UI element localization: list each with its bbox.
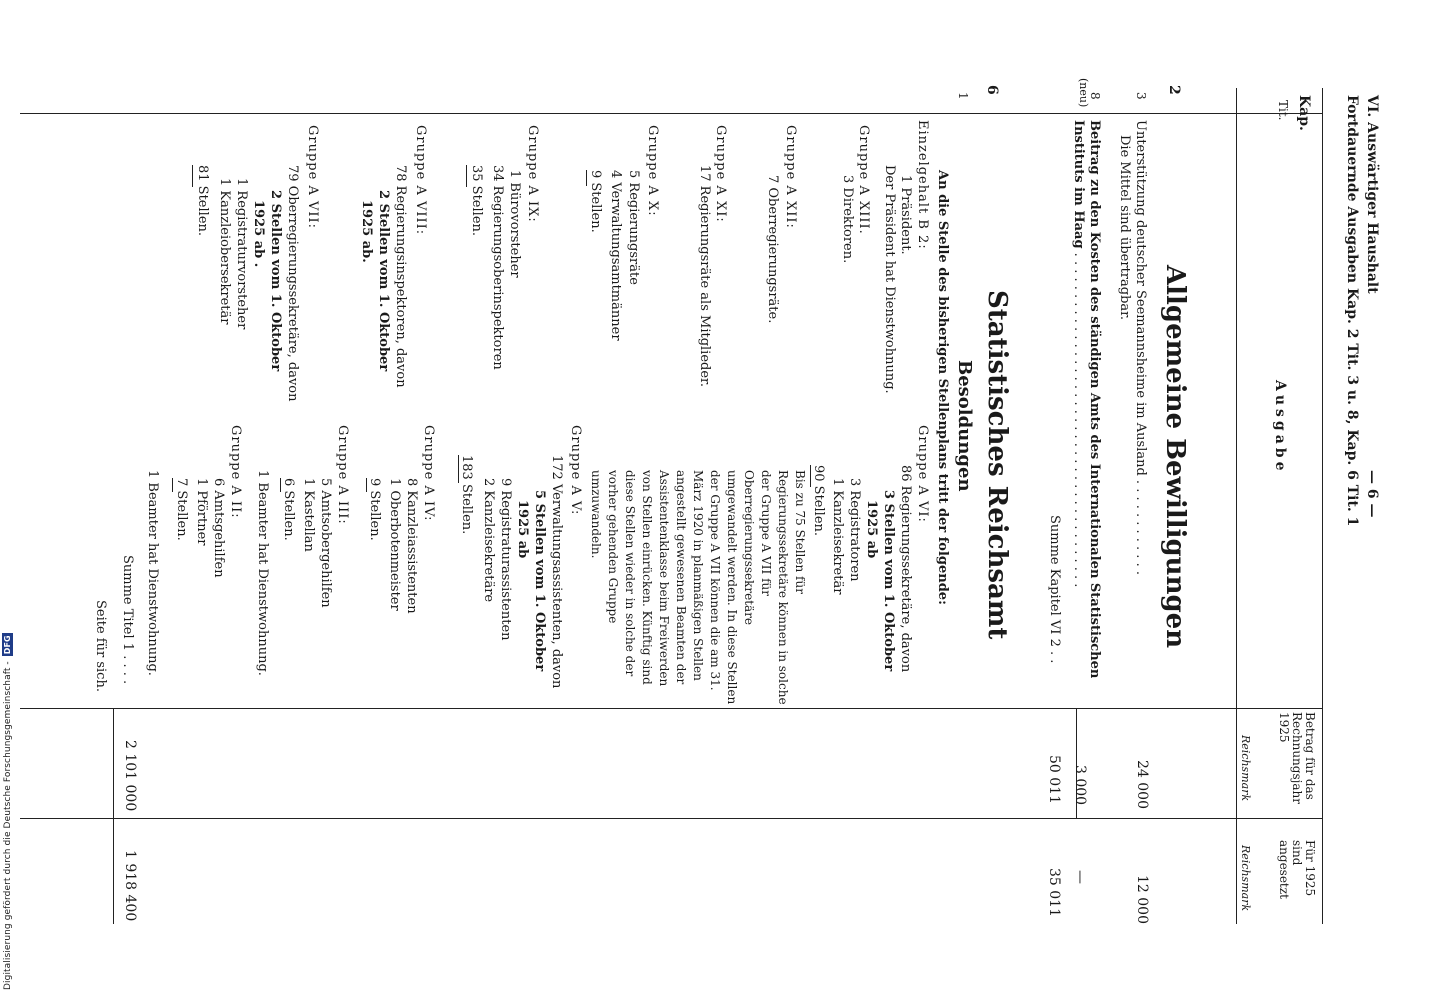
a5-item-3: [515, 500, 530, 558]
a10-item-1-text: 5 Regierungsräte: [626, 170, 641, 285]
a7-sum-rule: [192, 165, 193, 187]
kap-2-tit-3-row: Unterstützung deutscher Seemannsheime im Ausland . . . . . . . . . . . .: [1133, 120, 1148, 575]
angesetzt-heading-text: Für 1925 sind angesetzt: [1277, 840, 1317, 899]
kap-2-summe-angesetzt-text: 35 011: [1046, 868, 1062, 917]
kap-2-number: [1166, 85, 1182, 95]
a12-item-1: [765, 175, 780, 323]
a7-item-1: [285, 165, 300, 402]
summe-titel-1-betrag-text: 2 101 000: [122, 740, 138, 812]
kap-6-subsection-text: Besoldungen: [954, 360, 975, 492]
gruppe-a2-text: Gruppe A II:: [228, 425, 243, 519]
a2-note-text: 1 Beamter hat Dienstwohnung.: [145, 470, 160, 676]
running-title-text: VI. Auswärtiger Haushalt: [1364, 95, 1380, 294]
a6-item-5: [830, 478, 845, 594]
kap-2-tit-3-betrag-text: 24 000: [1134, 760, 1150, 809]
kap-2-tit-8-betrag: [1072, 765, 1088, 805]
a7-sum-text: 81 Stellen.: [195, 165, 210, 237]
b2-item-1-text: 1 Präsident.: [898, 175, 913, 255]
a4-item-1-text: 8 Kanzleiassistenten: [404, 478, 419, 614]
summe-titel-1-row: Summe Titel 1 . . . .: [120, 555, 135, 685]
kap-2-section-title-text: Allgemeine Bewilligungen: [1160, 265, 1190, 649]
a9-sum-rule: [466, 165, 467, 187]
gruppe-a9-text: Gruppe A IX:: [525, 125, 540, 223]
kap-2-tit-8-line-1: [1087, 120, 1102, 678]
a5-item-2-text: 5 Stellen vom 1. Oktober: [532, 490, 547, 672]
a6-sum-text: 90 Stellen.: [811, 465, 826, 537]
a6-item-5-text: 1 Kanzleisekretär: [830, 478, 845, 595]
kap-2-tit-8-number: [1088, 92, 1102, 100]
summe-titel-1-angesetzt-text: 1 918 400: [122, 850, 138, 922]
a8-item-2-text: 2 Stellen vom 1. Oktober: [376, 190, 391, 372]
a13-item-1: [840, 175, 855, 263]
a3-item-1-text: 5 Amtsobergehilfen: [318, 478, 333, 608]
gruppe-a11-text: Gruppe A XI:: [713, 125, 728, 223]
page-subtitle: [1344, 95, 1360, 526]
a6-item-1-text: 86 Regierungssekretäre, davon: [898, 465, 913, 673]
a2-item-1-text: 6 Amtsgehilfen: [211, 478, 226, 578]
gruppe-a11: [713, 125, 728, 223]
a8-item-3: [359, 200, 374, 263]
a11-item-1: [697, 165, 712, 387]
a8-item-3-text: 1925 ab.: [359, 200, 374, 263]
page-number-text: — 6 —: [1364, 470, 1380, 518]
a9-sum: [469, 165, 484, 236]
a2-item-2-text: 1 Pförtner: [194, 478, 209, 546]
a3-item-2-text: 1 Kastellan: [301, 478, 316, 552]
a8-item-2: [376, 190, 391, 371]
betrag-unit: [1239, 735, 1252, 801]
summe-titel-1-label: Summe Titel 1: [120, 555, 135, 652]
kap-6-number-text: 6: [984, 85, 1000, 95]
page-number: [1364, 470, 1380, 518]
gruppe-a10: [645, 125, 660, 217]
kap-2-tit-8-angesetzt: [1072, 870, 1088, 884]
a3-item-2: [301, 478, 316, 552]
a2-sum-text: 7 Stellen.: [174, 478, 189, 541]
gruppe-a4-text: Gruppe A IV:: [421, 425, 436, 522]
a5-item-5: [481, 478, 496, 602]
a5-item-5-text: 2 Kanzleisekretäre: [481, 478, 496, 603]
b2-note-text: Der Präsident hat Dienstwohnung.: [882, 165, 897, 394]
a12-item-1-text: 7 Oberregierungsräte.: [765, 175, 780, 324]
gruppe-a12-text: Gruppe A XII:: [783, 125, 798, 229]
gruppe-a3-text: Gruppe A III:: [335, 425, 350, 525]
a9-item-1: [507, 170, 522, 278]
kap-2-number-text: 2: [1166, 85, 1182, 95]
einzelgehalt-b2-text: Einzelgehalt B 2:: [915, 120, 930, 250]
angesetzt-unit: [1239, 845, 1252, 911]
a3-sum-text: 6 Stellen.: [281, 478, 296, 541]
a2-item-2: [194, 478, 209, 546]
kap-2-tit-3-number-text: 3: [1134, 92, 1148, 100]
a4-sum: [367, 478, 382, 541]
kap-2-tit-8-line-2: Instituts im Haag . . . . . . . . . . . . . . . . . . . . . . . . . . . . . . . . . . . . . . . . .: [1071, 120, 1086, 588]
digitization-credit: [2, 590, 13, 990]
summe-titel-1-angesetzt: [122, 850, 138, 921]
kap-2-tit-3-note: [1117, 135, 1132, 320]
a4-item-2: [387, 478, 402, 611]
gruppe-a13-text: Gruppe A XIII.: [856, 125, 871, 235]
a5-sum-text: 183 Stellen.: [459, 455, 474, 535]
gruppe-a7-text: Gruppe A VII:: [305, 125, 320, 229]
gruppe-a5: [568, 425, 583, 515]
a5-item-3-text: 1925 ab: [515, 500, 530, 559]
angesetzt-rule: [20, 818, 1322, 819]
digitization-credit-text: Digitalisierung gefördert durch die Deutsche Forschungsgemeinschaft -: [3, 661, 13, 990]
kap-2-summe-betrag-text: 50 011: [1046, 755, 1062, 804]
kap-2-tit-8-neu: [1077, 78, 1090, 107]
seite-fuer-sich-text: Seite für sich.: [93, 600, 108, 692]
kap-2-summe-row: Summe Kapitel VI 2 . .: [1047, 515, 1062, 664]
gruppe-a8: [413, 125, 428, 235]
a6-note-text: Bis zu 75 Stellen für Regierungssekretäre können in solche der Gruppe A VII für Oberregierungssekretäre umgewandelt werden. In diese Stellen der Gruppe A VII können die am 31. März 1920 in planmäßigen Stellen angestellt gewesenen Beamten der Assistentenklasse beim Freiwerden von Stellen einrücken. Künftig sind diese Stellen wieder in solche der vorher gehenden Gruppe umzuwandeln.: [589, 470, 807, 705]
tit-heading: [1276, 100, 1290, 120]
kap-2-summe-betrag: [1046, 755, 1062, 804]
a7-item-3: [251, 200, 266, 267]
a9-item-2-text: 34 Regierungsoberinspektoren: [490, 165, 505, 370]
a6-note: [587, 470, 808, 705]
kap-2-summe-label: Summe Kapitel VI 2: [1047, 515, 1062, 647]
angesetzt-unit-text: Reichsmark: [1239, 845, 1252, 912]
gruppe-a4: [421, 425, 436, 522]
a7-item-3-text: 1925 ab .: [251, 200, 266, 268]
a6-item-4-text: 3 Registratoren: [847, 478, 862, 582]
gruppe-a6-text: Gruppe A VI:: [915, 425, 930, 523]
tit-heading-text: Tit.: [1276, 100, 1290, 121]
top-rule: [1322, 88, 1323, 924]
a7-item-1-text: 79 Oberregierungssekretäre, davon: [285, 165, 300, 402]
kap-2-tit-3-betrag: [1134, 760, 1150, 809]
a11-item-1-text: 17 Regierungsräte als Mitglieder.: [697, 165, 712, 387]
gruppe-a10-text: Gruppe A X:: [645, 125, 660, 217]
kap-6-number: [984, 85, 1000, 95]
kap-rule: [20, 113, 1322, 114]
kap-6-section-title-text: Statistisches Reichsamt: [982, 290, 1012, 640]
a6-sum: [811, 465, 826, 536]
running-title: [1364, 95, 1380, 294]
b2-item-1: [898, 175, 913, 255]
gruppe-a2: [228, 425, 243, 519]
kap-heading-text: Kap.: [1296, 95, 1312, 131]
betrag-unit-text: Reichsmark: [1239, 735, 1252, 802]
kap-6-subsection: [954, 360, 975, 492]
a4-sum-text: 9 Stellen.: [367, 478, 382, 541]
a2-note: [145, 470, 160, 676]
einzelgehalt-b2: [915, 120, 930, 250]
kap-2-tit-8-betrag-text: 3 000: [1072, 765, 1088, 806]
kap-6-section-title: [982, 290, 1012, 639]
a6-item-3-text: 1925 ab: [864, 500, 879, 559]
a10-item-2: [608, 170, 623, 341]
a7-sum: [195, 165, 210, 236]
kap-2-tit-8-neu-text: (neu): [1077, 78, 1090, 108]
page-subtitle-text: Fortdauernde Ausgaben Kap. 2 Tit. 3 u. 8, Kap. 6 Tit. 1: [1344, 95, 1360, 527]
kap-2-tit-8-number-text: 8: [1088, 92, 1102, 100]
a7-item-2: [268, 190, 283, 371]
header-rule: [1236, 88, 1237, 924]
a7-item-4-text: 1 Registraturvorsteher: [234, 178, 249, 330]
a6-item-2: [881, 490, 896, 671]
a10-sum: [588, 170, 603, 233]
a6-item-2-text: 3 Stellen vom 1. Oktober: [881, 490, 896, 672]
sum-rule-total: [113, 708, 114, 924]
a2-sum-rule: [172, 478, 173, 492]
a13-item-1-text: 3 Direktoren.: [840, 175, 855, 264]
a10-item-1: [626, 170, 641, 285]
ausgabe-heading-text: Ausgabe: [1272, 380, 1288, 475]
a3-note-text: 1 Beamter hat Dienstwohnung.: [255, 470, 270, 676]
gruppe-a9: [525, 125, 540, 223]
kap-2-tit-8-text-2: Instituts im Haag: [1071, 120, 1086, 249]
dfg-logo: DFG: [3, 635, 12, 655]
a9-item-1-text: 1 Bürovorsteher: [507, 170, 522, 278]
a6-item-1: [898, 465, 913, 672]
betrag-heading-text: Betrag für das Rechnungsjahr 1925: [1277, 712, 1317, 804]
a10-item-2-text: 4 Verwaltungsamtmänner: [608, 170, 623, 341]
angesetzt-heading: [1277, 840, 1316, 920]
b2-note: [882, 165, 897, 394]
kap-6-tit-1-number: [956, 92, 970, 100]
a10-sum-text: 9 Stellen.: [588, 170, 603, 233]
a8-item-1-text: 78 Regierungsinspektoren, davon: [393, 165, 408, 388]
a5-item-1: [549, 455, 564, 688]
a7-item-4: [234, 178, 249, 329]
a4-item-2-text: 1 Oberbotenmeister: [387, 478, 402, 611]
kap-2-tit-3-angesetzt-text: 12 000: [1134, 875, 1150, 924]
a5-item-4: [498, 478, 513, 641]
a6-item-3: [864, 500, 879, 558]
summe-titel-1-betrag: [122, 740, 138, 811]
a5-item-1-text: 172 Verwaltungsassistenten, davon: [549, 455, 564, 689]
a9-sum-text: 35 Stellen.: [469, 165, 484, 237]
gruppe-a3: [335, 425, 350, 525]
a2-sum: [174, 478, 189, 541]
kap-2-tit-3-text: Unterstützung deutscher Seemannsheime im Ausland: [1133, 120, 1148, 476]
kap-6-intro: [935, 170, 950, 605]
a3-note: [255, 470, 270, 676]
a4-item-1: [404, 478, 419, 614]
a7-item-2-text: 2 Stellen vom 1. Oktober: [268, 190, 283, 372]
ausgabe-heading: [1272, 380, 1288, 474]
a5-item-2: [532, 490, 547, 671]
kap-2-section-title: [1160, 265, 1190, 648]
kap-2-tit-3-note-text: Die Mittel sind übertragbar.: [1117, 135, 1132, 321]
a5-item-4-text: 9 Registraturassistenten: [498, 478, 513, 641]
gruppe-a8-text: Gruppe A VIII:: [413, 125, 428, 236]
betrag-heading: [1277, 712, 1316, 812]
gruppe-a7: [305, 125, 320, 229]
a9-item-2: [490, 165, 505, 370]
a6-item-4: [847, 478, 862, 582]
gruppe-a12: [783, 125, 798, 229]
gruppe-a13: [856, 125, 871, 235]
kap-2-summe-angesetzt: [1046, 868, 1062, 917]
a2-item-1: [211, 478, 226, 578]
gruppe-a5-text: Gruppe A V:: [568, 425, 583, 516]
a3-sum: [281, 478, 296, 541]
kap-6-intro-text: An die Stelle des bisherigen Stellenplans tritt der folgende:: [935, 170, 950, 605]
kap-6-tit-1-number-text: 1: [956, 92, 970, 100]
kap-heading: [1296, 95, 1312, 131]
a10-sum-rule: [586, 170, 587, 186]
kap-2-tit-8-angesetzt-text: —: [1072, 870, 1088, 884]
a3-item-1: [318, 478, 333, 608]
kap-2-tit-3-angesetzt: [1134, 875, 1150, 924]
a8-item-1: [393, 165, 408, 388]
kap-2-tit-8-text-1: Beitrag zu den Kosten des ständigen Amts des Internationalen Statistischen: [1087, 120, 1102, 679]
gruppe-a6: [915, 425, 930, 523]
a7-item-5-text: 1 Kanzleiobersekretär: [217, 178, 232, 325]
a7-item-5: [217, 178, 232, 325]
seite-fuer-sich: [93, 600, 108, 692]
a5-sum: [459, 455, 474, 534]
kap-2-tit-3-number: [1134, 92, 1148, 100]
betrag-rule: [20, 708, 1322, 709]
